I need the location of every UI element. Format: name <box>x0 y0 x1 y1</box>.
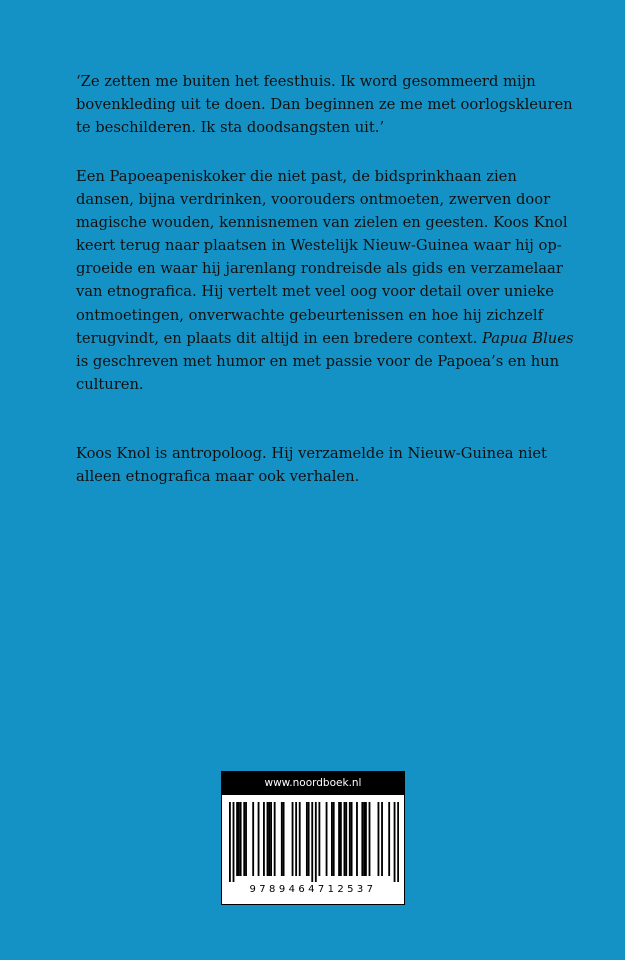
barcode-bar <box>283 802 285 876</box>
barcode-bar <box>363 802 365 876</box>
quote-line: te beschilderen. Ik sta doodsangsten uit.’ <box>76 119 385 137</box>
barcode-bar <box>292 802 294 876</box>
isbn-barcode-label <box>221 771 405 905</box>
blurb-line-with-title <box>76 327 574 350</box>
blurb-line: keert terug naar plaatsen in Westelijk Nieuw-Guinea waar hij op- <box>76 237 562 255</box>
barcode-bar <box>331 802 333 876</box>
blurb-line: dansen, bijna verdrinken, voorouders ontmoeten, zwerven door <box>76 191 551 209</box>
barcode-bar <box>245 802 247 876</box>
barcode-bars <box>229 802 399 882</box>
barcode-bar <box>397 802 399 882</box>
barcode-bar <box>306 802 308 876</box>
barcode-bar <box>356 802 358 876</box>
barcode-bar <box>349 802 351 876</box>
barcode-bar <box>333 802 335 876</box>
barcode-bar <box>365 802 367 876</box>
barcode-bar <box>268 802 270 876</box>
barcode-bar <box>311 802 313 882</box>
blurb-line: culturen. <box>76 375 144 393</box>
book-title-italic: Papua Blues <box>482 329 574 347</box>
barcode-bar <box>274 802 276 876</box>
barcode-bar <box>318 802 320 876</box>
isbn-number: 9789464712537 <box>249 884 377 895</box>
barcode-bar <box>315 802 317 882</box>
barcode-bar <box>361 802 363 876</box>
blurb-line: ontmoetingen, onverwachte gebeurtenissen en hoe hij zichzelf <box>76 306 544 324</box>
barcode-bar <box>258 802 260 876</box>
blurb-line: is geschreven met humor en met passie voor de Papoea’s en hun <box>76 352 560 370</box>
blurb-line: groeide en waar hij jarenlang rondreisde als gids en verzamelaar <box>76 260 563 278</box>
barcode-bar <box>252 802 254 876</box>
publisher-url: www.noordboek.nl <box>222 772 404 795</box>
barcode-bar <box>233 802 235 882</box>
blurb-line: magische wouden, kennisnemen van zielen en geesten. Koos Knol <box>76 214 568 232</box>
barcode-bar <box>344 802 346 876</box>
blurb-line: van etnografica. Hij vertelt met veel oog voor detail over unieke <box>76 283 554 301</box>
barcode-bar <box>378 802 380 876</box>
barcode-bar <box>388 802 390 876</box>
barcode-bar <box>394 802 396 882</box>
barcode-bar <box>299 802 301 876</box>
quote-line: ‘Ze zetten me buiten het feesthuis. Ik word gesommeerd mijn <box>76 73 536 90</box>
barcode-bar <box>326 802 328 876</box>
author-bio <box>76 442 566 488</box>
barcode-bar <box>236 802 238 876</box>
barcode-bar <box>267 802 269 876</box>
barcode-bar <box>263 802 265 876</box>
barcode-bar <box>381 802 383 876</box>
barcode-bar <box>281 802 283 876</box>
barcode-bar <box>240 802 242 876</box>
barcode-bar <box>238 802 240 876</box>
barcode-bar <box>338 802 340 876</box>
barcode-bar <box>229 802 231 882</box>
quote-line: bovenkleding uit te doen. Dan beginnen ze me met oorlogskleuren <box>76 96 573 114</box>
barcode-bar <box>345 802 347 876</box>
blurb-line-text: terugvindt, en plaats dit altijd in een bredere context. <box>76 329 478 347</box>
barcode-bar <box>308 802 310 876</box>
barcode-bar <box>340 802 342 876</box>
barcode-bar <box>243 802 245 876</box>
blurb-line: Een Papoeapeniskoker die niet past, de bidsprinkhaan zien <box>76 168 517 185</box>
barcode-bar <box>369 802 371 876</box>
bio-line: Koos Knol is antropoloog. Hij verzamelde in Nieuw-Guinea niet <box>76 445 547 462</box>
barcode-bar <box>351 802 353 876</box>
barcode-bar <box>295 802 297 876</box>
barcode-bar <box>270 802 272 876</box>
bio-line: alleen etnografica maar ook verhalen. <box>76 468 360 486</box>
back-cover-quote <box>76 70 573 139</box>
back-cover-blurb <box>76 165 574 396</box>
